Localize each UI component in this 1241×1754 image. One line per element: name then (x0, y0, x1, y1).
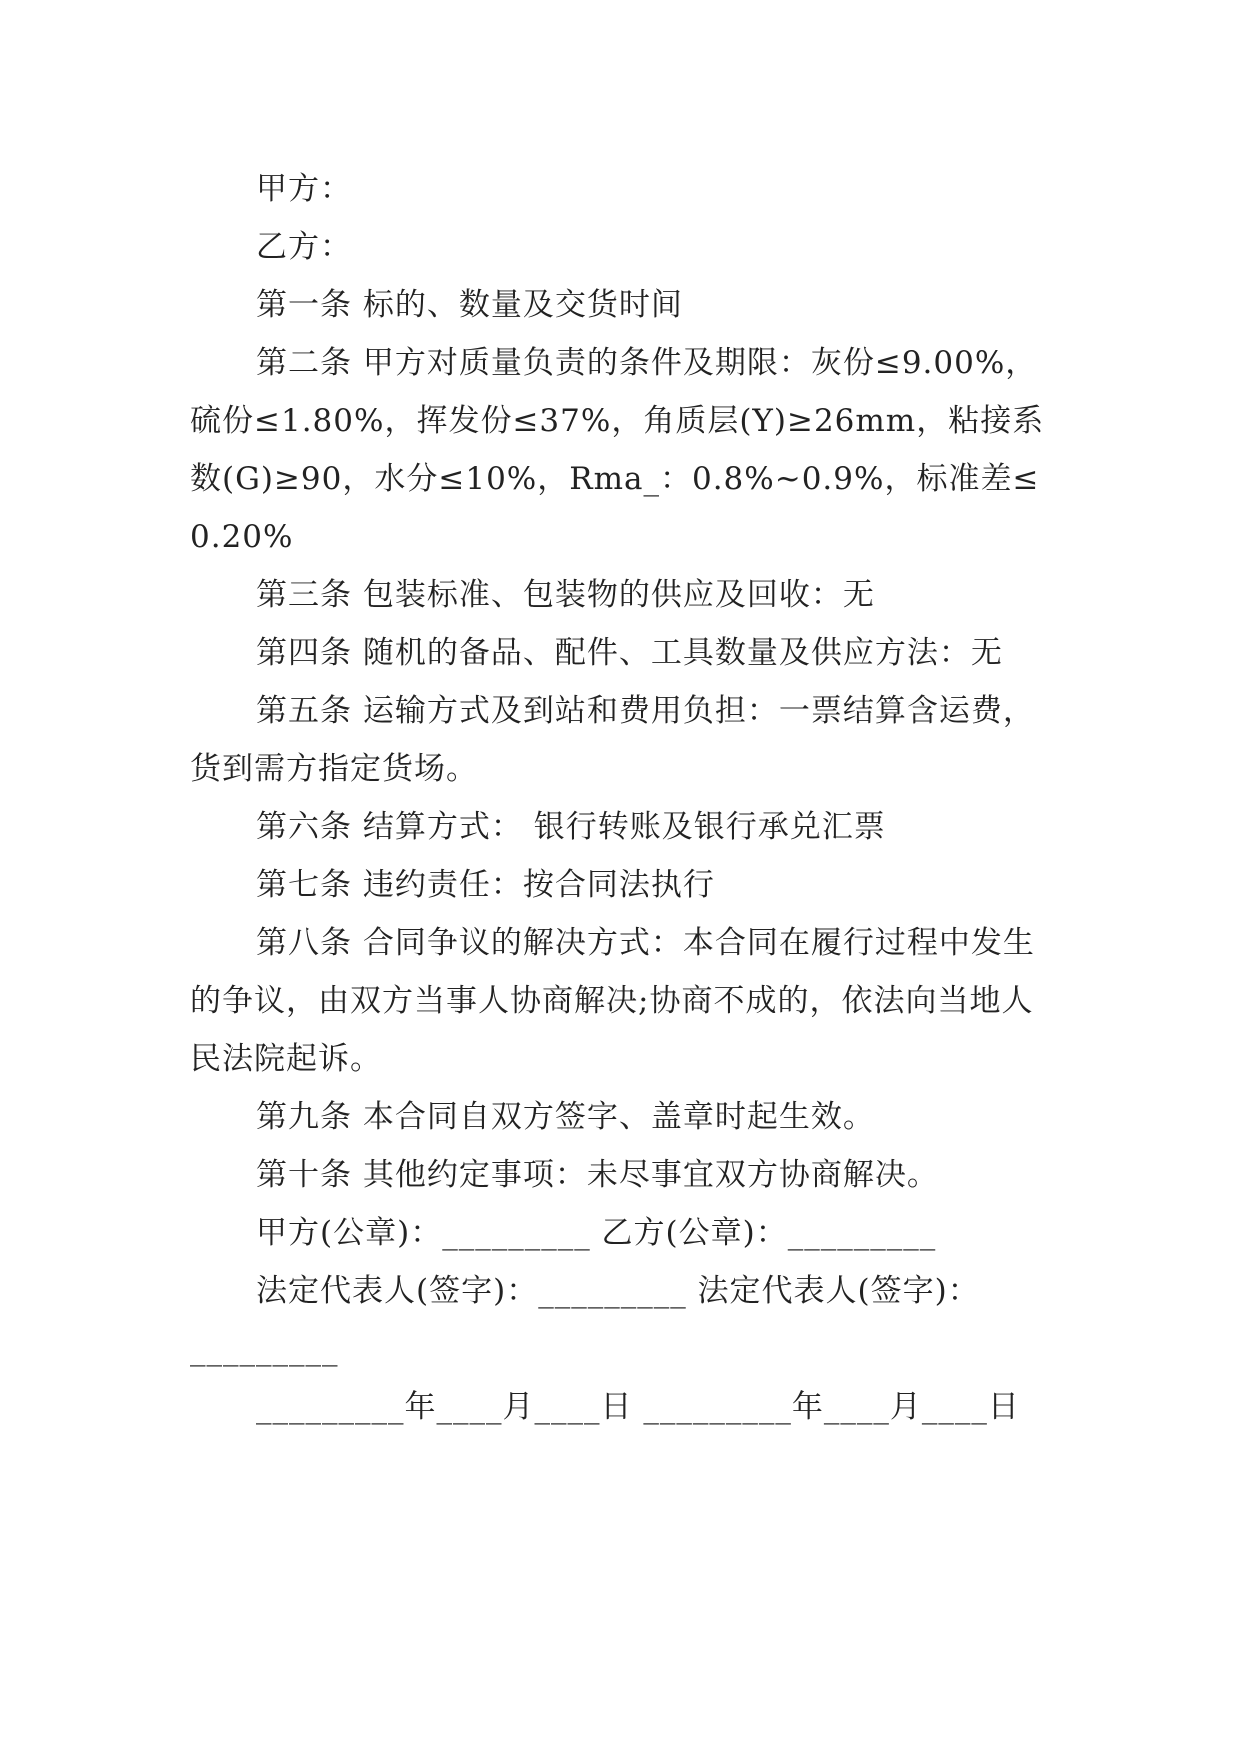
article-2: 第二条 甲方对质量负责的条件及期限：灰份≤9.00%，硫份≤1.80%，挥发份≤37%，角质层(Y)≥26mm，粘接系数(G)≥90，水分≤10%，Rma_：0.8%~0.9%，标准差≤0.20% (190, 345, 1045, 555)
party-a-line: 甲方： (256, 171, 352, 207)
party-b-line: 乙方： (256, 229, 352, 265)
article-4: 第四条 随机的备品、配件、工具数量及供应方法：无 (256, 635, 1003, 671)
article-10: 第十条 其他约定事项：未尽事宜双方协商解决。 (256, 1157, 939, 1193)
article-7: 第七条 违约责任：按合同法执行 (256, 867, 715, 903)
article-5: 第五条 运输方式及到站和费用负担：一票结算含运费，货到需方指定货场。 (190, 693, 1035, 787)
article-9: 第九条 本合同自双方签字、盖章时起生效。 (256, 1099, 875, 1135)
contract-body (190, 160, 1060, 1436)
article-1: 第一条 标的、数量及交货时间 (256, 287, 683, 323)
representative-blank: _________ (190, 1331, 339, 1367)
article-8: 第八条 合同争议的解决方式：本合同在履行过程中发生的争议，由双方当事人协商解决;协商不成的，依法向当地人民法院起诉。 (190, 925, 1035, 1077)
article-3: 第三条 包装标准、包装物的供应及回收：无 (256, 577, 875, 613)
date-line: _________年____月____日 _________年____月____日 (256, 1389, 1020, 1425)
seal-line: 甲方(公章)：_________ 乙方(公章)：_________ (256, 1215, 937, 1251)
article-6: 第六条 结算方式： 银行转账及银行承兑汇票 (256, 809, 886, 845)
representative-line: 法定代表人(签字)：_________ 法定代表人(签字)： (256, 1273, 980, 1309)
